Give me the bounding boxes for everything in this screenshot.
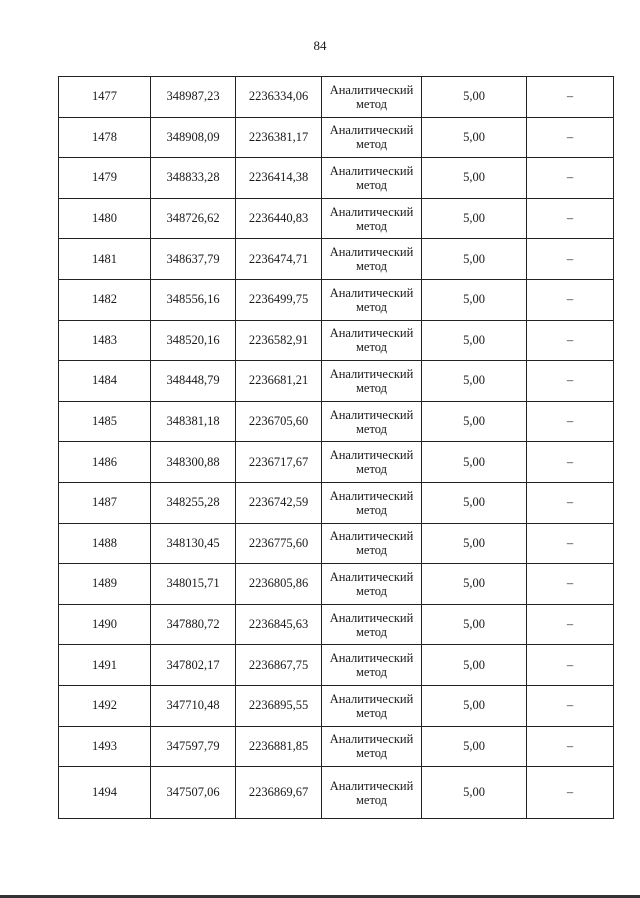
y-coordinate-cell: 2236499,75	[236, 279, 322, 320]
note-cell: –	[527, 482, 614, 523]
point-number-cell: 1486	[59, 442, 151, 483]
accuracy-cell: 5,00	[422, 361, 527, 402]
accuracy-cell: 5,00	[422, 239, 527, 280]
point-number-cell: 1489	[59, 564, 151, 605]
y-coordinate-cell: 2236895,55	[236, 685, 322, 726]
method-cell: Аналитический метод	[322, 523, 422, 564]
accuracy-cell: 5,00	[422, 442, 527, 483]
method-cell: Аналитический метод	[322, 564, 422, 605]
accuracy-cell: 5,00	[422, 604, 527, 645]
table-row	[59, 604, 614, 645]
point-number-cell: 1492	[59, 685, 151, 726]
method-cell: Аналитический метод	[322, 198, 422, 239]
method-cell: Аналитический метод	[322, 604, 422, 645]
y-coordinate-cell: 2236474,71	[236, 239, 322, 280]
accuracy-cell: 5,00	[422, 564, 527, 605]
x-coordinate-cell: 348300,88	[151, 442, 236, 483]
table-row	[59, 77, 614, 118]
y-coordinate-cell: 2236869,67	[236, 767, 322, 819]
note-cell: –	[527, 523, 614, 564]
accuracy-cell: 5,00	[422, 645, 527, 686]
point-number-cell: 1482	[59, 279, 151, 320]
method-cell: Аналитический метод	[322, 239, 422, 280]
table-row	[59, 158, 614, 199]
x-coordinate-cell: 348637,79	[151, 239, 236, 280]
table-row	[59, 198, 614, 239]
table-row	[59, 401, 614, 442]
table-row	[59, 320, 614, 361]
y-coordinate-cell: 2236705,60	[236, 401, 322, 442]
method-cell: Аналитический метод	[322, 117, 422, 158]
note-cell: –	[527, 361, 614, 402]
accuracy-cell: 5,00	[422, 117, 527, 158]
y-coordinate-cell: 2236381,17	[236, 117, 322, 158]
accuracy-cell: 5,00	[422, 198, 527, 239]
method-cell: Аналитический метод	[322, 158, 422, 199]
method-cell: Аналитический метод	[322, 401, 422, 442]
page-number: 84	[313, 38, 327, 53]
point-number-cell: 1494	[59, 767, 151, 819]
coordinates-table	[58, 76, 614, 819]
x-coordinate-cell: 348726,62	[151, 198, 236, 239]
point-number-cell: 1479	[59, 158, 151, 199]
point-number-cell: 1491	[59, 645, 151, 686]
note-cell: –	[527, 239, 614, 280]
note-cell: –	[527, 442, 614, 483]
method-cell: Аналитический метод	[322, 361, 422, 402]
method-cell: Аналитический метод	[322, 442, 422, 483]
note-cell: –	[527, 77, 614, 118]
table-row	[59, 767, 614, 819]
accuracy-cell: 5,00	[422, 685, 527, 726]
accuracy-cell: 5,00	[422, 523, 527, 564]
x-coordinate-cell: 347802,17	[151, 645, 236, 686]
x-coordinate-cell: 348556,16	[151, 279, 236, 320]
y-coordinate-cell: 2236414,38	[236, 158, 322, 199]
method-cell: Аналитический метод	[322, 279, 422, 320]
x-coordinate-cell: 348015,71	[151, 564, 236, 605]
note-cell: –	[527, 320, 614, 361]
x-coordinate-cell: 347597,79	[151, 726, 236, 767]
table-row	[59, 564, 614, 605]
x-coordinate-cell: 347880,72	[151, 604, 236, 645]
y-coordinate-cell: 2236867,75	[236, 645, 322, 686]
table-row	[59, 482, 614, 523]
note-cell: –	[527, 198, 614, 239]
point-number-cell: 1484	[59, 361, 151, 402]
x-coordinate-cell: 348520,16	[151, 320, 236, 361]
y-coordinate-cell: 2236742,59	[236, 482, 322, 523]
method-cell: Аналитический метод	[322, 482, 422, 523]
note-cell: –	[527, 645, 614, 686]
y-coordinate-cell: 2236881,85	[236, 726, 322, 767]
table-row	[59, 117, 614, 158]
y-coordinate-cell: 2236582,91	[236, 320, 322, 361]
note-cell: –	[527, 767, 614, 819]
point-number-cell: 1478	[59, 117, 151, 158]
point-number-cell: 1477	[59, 77, 151, 118]
x-coordinate-cell: 348255,28	[151, 482, 236, 523]
table-row	[59, 442, 614, 483]
method-cell: Аналитический метод	[322, 726, 422, 767]
y-coordinate-cell: 2236440,83	[236, 198, 322, 239]
point-number-cell: 1488	[59, 523, 151, 564]
note-cell: –	[527, 726, 614, 767]
x-coordinate-cell: 348381,18	[151, 401, 236, 442]
note-cell: –	[527, 279, 614, 320]
table-row	[59, 239, 614, 280]
table-row	[59, 685, 614, 726]
note-cell: –	[527, 685, 614, 726]
table-row	[59, 523, 614, 564]
x-coordinate-cell: 348833,28	[151, 158, 236, 199]
accuracy-cell: 5,00	[422, 482, 527, 523]
x-coordinate-cell: 347507,06	[151, 767, 236, 819]
method-cell: Аналитический метод	[322, 645, 422, 686]
point-number-cell: 1487	[59, 482, 151, 523]
point-number-cell: 1493	[59, 726, 151, 767]
point-number-cell: 1490	[59, 604, 151, 645]
table-row	[59, 279, 614, 320]
x-coordinate-cell: 348448,79	[151, 361, 236, 402]
y-coordinate-cell: 2236717,67	[236, 442, 322, 483]
x-coordinate-cell: 348908,09	[151, 117, 236, 158]
y-coordinate-cell: 2236681,21	[236, 361, 322, 402]
method-cell: Аналитический метод	[322, 685, 422, 726]
y-coordinate-cell: 2236775,60	[236, 523, 322, 564]
accuracy-cell: 5,00	[422, 77, 527, 118]
x-coordinate-cell: 348987,23	[151, 77, 236, 118]
method-cell: Аналитический метод	[322, 767, 422, 819]
y-coordinate-cell: 2236805,86	[236, 564, 322, 605]
x-coordinate-cell: 347710,48	[151, 685, 236, 726]
y-coordinate-cell: 2236334,06	[236, 77, 322, 118]
note-cell: –	[527, 604, 614, 645]
note-cell: –	[527, 401, 614, 442]
accuracy-cell: 5,00	[422, 279, 527, 320]
note-cell: –	[527, 158, 614, 199]
table-row	[59, 726, 614, 767]
point-number-cell: 1481	[59, 239, 151, 280]
accuracy-cell: 5,00	[422, 401, 527, 442]
x-coordinate-cell: 348130,45	[151, 523, 236, 564]
point-number-cell: 1480	[59, 198, 151, 239]
point-number-cell: 1485	[59, 401, 151, 442]
accuracy-cell: 5,00	[422, 320, 527, 361]
table-row	[59, 361, 614, 402]
note-cell: –	[527, 117, 614, 158]
point-number-cell: 1483	[59, 320, 151, 361]
method-cell: Аналитический метод	[322, 77, 422, 118]
note-cell: –	[527, 564, 614, 605]
accuracy-cell: 5,00	[422, 158, 527, 199]
y-coordinate-cell: 2236845,63	[236, 604, 322, 645]
method-cell: Аналитический метод	[322, 320, 422, 361]
coordinates-table-body	[59, 77, 614, 819]
accuracy-cell: 5,00	[422, 726, 527, 767]
accuracy-cell: 5,00	[422, 767, 527, 819]
table-row	[59, 645, 614, 686]
